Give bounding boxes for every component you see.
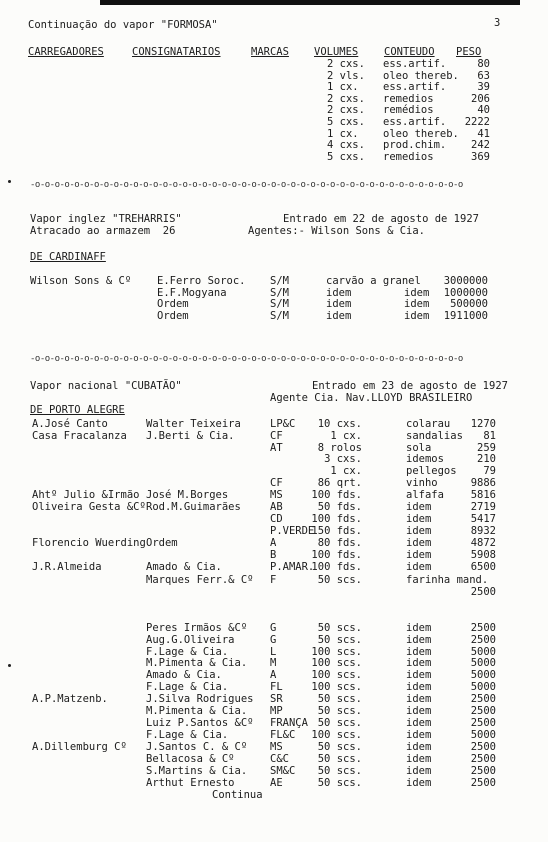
cell-volumes: 1 cx. bbox=[330, 430, 362, 442]
cell-conteudo: sola bbox=[406, 442, 432, 454]
cell-volumes: 2 cxs. bbox=[327, 58, 365, 70]
cell-peso: 369 bbox=[471, 150, 490, 163]
cell-volumes: 100 fds. bbox=[311, 489, 362, 501]
treharris-berth: Atracado ao armazem 26 bbox=[30, 225, 176, 237]
cell-consignatario: Walter Teixeira bbox=[146, 418, 241, 430]
cell-conteudo: sandalias bbox=[406, 430, 463, 442]
cell-peso: 5908 bbox=[470, 549, 496, 561]
cell-conteudo: idem bbox=[406, 669, 432, 681]
cell-marca: B bbox=[270, 549, 277, 561]
cell-peso: 2500 bbox=[470, 705, 496, 717]
cell-conteudo: idem bbox=[406, 753, 432, 765]
cell-peso: 2500 bbox=[470, 765, 496, 777]
cell-conteudo: idem bbox=[406, 729, 432, 741]
cell-conteudo: idem bbox=[406, 705, 432, 717]
cell-volumes: idem bbox=[326, 309, 352, 322]
cell-peso: 5000 bbox=[470, 657, 496, 669]
cell-marca: A bbox=[270, 537, 277, 549]
cell-peso: 81 bbox=[483, 430, 496, 442]
cell-marca: A bbox=[270, 669, 277, 681]
cell-conteudo: idem bbox=[404, 298, 430, 310]
column-header-volumes: VOLUMES bbox=[314, 46, 359, 58]
cell-peso: 2500 bbox=[470, 777, 496, 789]
page-title: Continuação do vapor "FORMOSA" bbox=[28, 19, 218, 31]
cell-consignatario: Arthut Ernesto bbox=[146, 777, 235, 789]
cell-volumes: idem bbox=[326, 286, 352, 299]
section-separator: -o-o-o-o-o-o-o-o-o-o-o-o-o-o-o-o-o-o-o-o-o-o-o-o-o-o-o-o-o-o-o-o-o-o-o-o-o-o-o-o-o-o-o-o bbox=[30, 354, 463, 364]
cell-consignatario: Peres Irmãos &Cº bbox=[146, 622, 248, 634]
cell-volumes: 50 scs. bbox=[317, 717, 362, 729]
cell-marca: SR bbox=[270, 693, 283, 705]
scan-edge-mark bbox=[100, 0, 520, 5]
treharris-shipper: Wilson Sons & Cº bbox=[30, 275, 132, 287]
cell-volumes: 50 fds. bbox=[317, 501, 362, 513]
cell-peso: 80 bbox=[477, 58, 490, 70]
cell-peso: 40 bbox=[477, 104, 490, 117]
cell-carregador: A.P.Matzenb. bbox=[32, 693, 108, 705]
cell-volumes: 5 cxs. bbox=[327, 150, 365, 163]
cell-volumes: 2 cxs. bbox=[327, 104, 365, 117]
cell-volumes: 150 fds. bbox=[311, 525, 362, 537]
cell-volumes: 5 cxs. bbox=[327, 116, 365, 128]
cell-conteudo: idem bbox=[406, 513, 432, 525]
cell-peso: 242 bbox=[471, 139, 490, 152]
cell-volumes: 1 cx. bbox=[327, 81, 359, 94]
cell-consignatario: Amado & Cia. bbox=[146, 561, 222, 573]
cell-volumes: 100 scs. bbox=[311, 657, 362, 669]
cell-marca: CF bbox=[270, 430, 283, 442]
cell-conteudo: idem bbox=[406, 693, 432, 705]
cell-carregador: Florencio Wuerding bbox=[32, 537, 146, 549]
cell-consignatario: Ordem bbox=[157, 298, 189, 310]
cell-volumes: 10 cxs. bbox=[317, 418, 362, 430]
cell-conteudo: idem bbox=[406, 657, 432, 669]
treharris-vessel: Vapor inglez "TREHARRIS" bbox=[30, 213, 182, 225]
cell-peso: 39 bbox=[477, 81, 490, 94]
cell-marca: LP&C bbox=[270, 418, 296, 430]
cell-conteudo: idem bbox=[406, 646, 432, 658]
cell-marca: S/M bbox=[270, 298, 289, 310]
cell-conteudo: ess.artif. bbox=[383, 58, 447, 70]
cell-carregador: A.José Canto bbox=[32, 418, 108, 430]
cell-conteudo: idem bbox=[406, 537, 432, 549]
cell-conteudo: idem bbox=[406, 765, 432, 777]
cell-volumes: 50 scs. bbox=[317, 622, 362, 634]
cell-marca: FL bbox=[270, 681, 283, 693]
cell-volumes: 50 scs. bbox=[317, 741, 362, 753]
cell-consignatario: Amado & Cia. bbox=[146, 669, 222, 681]
cell-peso: 63 bbox=[477, 69, 490, 82]
cell-marca: MS bbox=[270, 489, 283, 501]
cell-peso: 9886 bbox=[470, 477, 496, 489]
cubatao-vessel: Vapor nacional "CUBATÃO" bbox=[30, 380, 182, 392]
cell-marca: S/M bbox=[270, 286, 289, 299]
cell-volumes: 3 cxs. bbox=[324, 453, 362, 465]
cell-conteudo: idemos bbox=[406, 453, 444, 465]
cell-volumes: 2 cxs. bbox=[327, 92, 365, 105]
cell-peso: 206 bbox=[471, 92, 490, 105]
cell-conteudo: idem bbox=[406, 634, 432, 646]
cell-peso: 2500 bbox=[470, 586, 496, 598]
cell-marca: M bbox=[270, 657, 277, 669]
cell-peso: 2500 bbox=[470, 753, 496, 765]
cell-peso: 1000000 bbox=[443, 286, 488, 299]
cell-volumes: 4 cxs. bbox=[327, 139, 365, 152]
cell-peso: 500000 bbox=[450, 298, 488, 310]
cell-volumes: 1 cx. bbox=[327, 127, 359, 140]
cell-volumes: 100 fds. bbox=[311, 513, 362, 525]
cell-conteudo: idem bbox=[406, 501, 432, 513]
cell-conteudo: oleo thereb. bbox=[383, 127, 459, 140]
cell-volumes: 50 scs. bbox=[317, 574, 362, 586]
cell-carregador: Ahtº Julio &Irmão bbox=[32, 489, 140, 501]
cell-volumes: carvão a granel bbox=[326, 275, 421, 287]
cell-consignatario: J.Silva Rodrigues bbox=[146, 693, 254, 705]
cell-consignatario: F.Lage & Cia. bbox=[146, 681, 229, 693]
cell-marca: FL&C bbox=[270, 729, 296, 741]
cell-volumes: 100 scs. bbox=[311, 669, 362, 681]
cell-peso: 2500 bbox=[470, 622, 496, 634]
cell-peso: 3000000 bbox=[443, 275, 488, 287]
cell-conteudo: farinha mand. bbox=[406, 574, 489, 586]
cell-marca: S/M bbox=[270, 275, 289, 287]
cell-conteudo: oleo thereb. bbox=[383, 69, 459, 82]
margin-mark bbox=[8, 664, 11, 667]
cell-conteudo: pellegos bbox=[406, 465, 457, 477]
margin-mark bbox=[8, 180, 11, 183]
cell-marca: CD bbox=[270, 513, 283, 525]
cell-conteudo: idem bbox=[406, 549, 432, 561]
cell-peso: 5816 bbox=[470, 489, 496, 501]
cell-peso: 5000 bbox=[470, 729, 496, 741]
column-header-consignatarios: CONSIGNATARIOS bbox=[132, 46, 221, 58]
cell-peso: 5000 bbox=[470, 681, 496, 693]
cell-marca: AT bbox=[270, 442, 283, 454]
cell-peso: 2719 bbox=[470, 501, 496, 513]
cell-volumes: 100 fds. bbox=[311, 561, 362, 573]
cell-conteudo: idem bbox=[406, 777, 432, 789]
cell-conteudo: idem bbox=[406, 741, 432, 753]
cell-consignatario: E.Ferro Soroc. bbox=[157, 275, 246, 287]
cell-conteudo: idem bbox=[404, 309, 430, 322]
cell-volumes: 100 fds. bbox=[311, 549, 362, 561]
cell-peso: 210 bbox=[477, 453, 496, 465]
cell-marca: FRANÇA bbox=[270, 717, 308, 729]
cell-conteudo: remedios bbox=[383, 92, 434, 105]
cell-consignatario: M.Pimenta & Cia. bbox=[146, 657, 248, 669]
cell-conteudo: idem bbox=[406, 622, 432, 634]
cell-conteudo: remédios bbox=[383, 104, 434, 117]
column-header-carregadores: CARREGADORES bbox=[28, 46, 104, 58]
cell-conteudo: idem bbox=[406, 561, 432, 573]
cell-marca: C&C bbox=[270, 753, 289, 765]
cell-consignatario: Ordem bbox=[146, 537, 178, 549]
cell-peso: 5000 bbox=[470, 669, 496, 681]
cell-consignatario: J.Santos C. & Cº bbox=[146, 741, 248, 753]
cell-conteudo: ess.artif. bbox=[383, 116, 447, 128]
cell-marca: P.AMAR. bbox=[270, 561, 315, 573]
cell-volumes: 1 cx. bbox=[330, 465, 362, 477]
cell-volumes: 50 scs. bbox=[317, 753, 362, 765]
cell-peso: 2500 bbox=[470, 717, 496, 729]
cell-carregador: A.Dillemburg Cº bbox=[32, 741, 127, 753]
cell-volumes: 8 rolos bbox=[317, 442, 362, 454]
cubatao-agent: Agente Cia. Nav.LLOYD BRASILEIRO bbox=[270, 392, 473, 404]
cell-conteudo: idem bbox=[404, 286, 430, 299]
cell-conteudo: vinho bbox=[406, 477, 438, 489]
cell-conteudo: prod.chim. bbox=[383, 139, 447, 152]
cell-volumes: 86 qrt. bbox=[317, 477, 362, 489]
cell-consignatario: Marques Ferr.& Cº bbox=[146, 574, 254, 586]
cell-consignatario: Luiz P.Santos &Cº bbox=[146, 717, 254, 729]
cell-consignatario: José M.Borges bbox=[146, 489, 229, 501]
cell-marca: L bbox=[270, 646, 277, 658]
cell-consignatario: J.Berti & Cia. bbox=[146, 430, 235, 442]
cell-peso: 4872 bbox=[470, 537, 496, 549]
cell-marca: MS bbox=[270, 741, 283, 753]
cell-peso: 2500 bbox=[470, 634, 496, 646]
cell-marca: AE bbox=[270, 777, 283, 789]
page-number: 3 bbox=[494, 17, 501, 29]
cell-peso: 1911000 bbox=[443, 309, 488, 322]
cell-volumes: 80 fds. bbox=[317, 537, 362, 549]
cell-conteudo: idem bbox=[406, 681, 432, 693]
cell-peso: 2500 bbox=[470, 741, 496, 753]
cell-consignatario: S.Martins & Cia. bbox=[146, 765, 248, 777]
cell-marca: P.VERDE bbox=[270, 525, 315, 537]
cell-marca: SM&C bbox=[270, 765, 296, 777]
cell-peso: 6500 bbox=[470, 561, 496, 573]
cell-conteudo: idem bbox=[406, 717, 432, 729]
cell-volumes: 100 scs. bbox=[311, 729, 362, 741]
cell-marca: MP bbox=[270, 705, 283, 717]
cell-consignatario: Ordem bbox=[157, 309, 189, 322]
cell-conteudo: ess.artif. bbox=[383, 81, 447, 94]
treharris-agents: Agentes:- Wilson Sons & Cia. bbox=[248, 225, 426, 237]
cell-peso: 5417 bbox=[470, 513, 496, 525]
cell-peso: 8932 bbox=[470, 525, 496, 537]
cell-conteudo: alfafa bbox=[406, 489, 444, 501]
cell-volumes: 50 scs. bbox=[317, 777, 362, 789]
column-header-marcas: MARCAS bbox=[251, 46, 289, 58]
cell-volumes: 50 scs. bbox=[317, 705, 362, 717]
cell-volumes: 2 vls. bbox=[327, 69, 365, 82]
cell-conteudo: remedios bbox=[383, 150, 434, 163]
column-header-conteudo: CONTEUDO bbox=[384, 46, 435, 58]
cell-carregador: J.R.Almeida bbox=[32, 561, 102, 573]
cell-consignatario: Rod.M.Guimarães bbox=[146, 501, 241, 513]
cell-peso: 41 bbox=[477, 127, 490, 140]
section-separator: -o-o-o-o-o-o-o-o-o-o-o-o-o-o-o-o-o-o-o-o-o-o-o-o-o-o-o-o-o-o-o-o-o-o-o-o-o-o-o-o-o-o-o-o bbox=[30, 180, 463, 190]
cubatao-entry-date: Entrado em 23 de agosto de 1927 bbox=[312, 380, 508, 392]
cell-volumes: 100 scs. bbox=[311, 681, 362, 693]
cell-peso: 259 bbox=[477, 442, 496, 454]
cell-marca: G bbox=[270, 622, 277, 634]
cell-marca: S/M bbox=[270, 309, 289, 322]
cell-carregador: Oliveira Gesta &Cº bbox=[32, 501, 146, 513]
cell-consignatario: F.Lage & Cia. bbox=[146, 646, 229, 658]
cell-volumes: 50 scs. bbox=[317, 693, 362, 705]
cell-marca: CF bbox=[270, 477, 283, 489]
cell-volumes: 50 scs. bbox=[317, 765, 362, 777]
cell-conteudo: colarau bbox=[406, 418, 451, 430]
cell-volumes: 50 scs. bbox=[317, 634, 362, 646]
cell-volumes: idem bbox=[326, 298, 352, 310]
cell-conteudo: idem bbox=[406, 525, 432, 537]
cell-peso: 2222 bbox=[464, 116, 490, 128]
cell-peso: 5000 bbox=[470, 646, 496, 658]
cell-carregador: Casa Fracalanza bbox=[32, 430, 127, 442]
cell-consignatario: F.Lage & Cia. bbox=[146, 729, 229, 741]
cell-marca: F bbox=[270, 574, 277, 586]
treharris-entry-date: Entrado em 22 de agosto de 1927 bbox=[283, 213, 479, 225]
cell-peso: 1270 bbox=[470, 418, 496, 430]
cell-peso: 2500 bbox=[470, 693, 496, 705]
treharris-origin: DE CARDINAFF bbox=[30, 251, 106, 263]
cell-consignatario: Aug.G.Oliveira bbox=[146, 634, 235, 646]
cell-marca: AB bbox=[270, 501, 283, 513]
cell-peso: 79 bbox=[483, 465, 496, 477]
continua-footer: Continua bbox=[212, 789, 263, 801]
column-header-peso: PESO bbox=[456, 46, 482, 58]
cell-consignatario: E.F.Mogyana bbox=[157, 286, 227, 299]
cell-volumes: 100 scs. bbox=[311, 646, 362, 658]
cell-consignatario: Bellacosa & Cº bbox=[146, 753, 235, 765]
cubatao-origin: DE PORTO ALEGRE bbox=[30, 404, 125, 416]
cell-marca: G bbox=[270, 634, 277, 646]
cell-consignatario: M.Pimenta & Cia. bbox=[146, 705, 248, 717]
